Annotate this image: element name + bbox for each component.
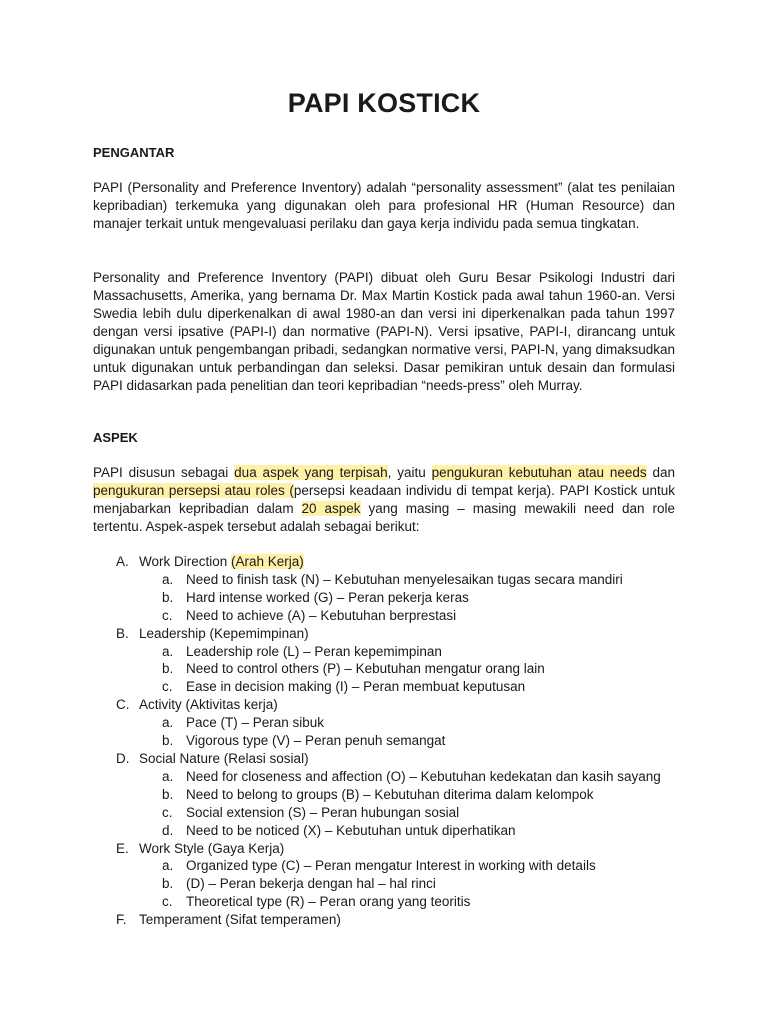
list-subitem-text: Need to be noticed (X) – Kebutuhan untuk diperhatikan — [186, 822, 516, 838]
list-item-aspect — [93, 911, 713, 929]
list-item-aspect — [93, 696, 713, 714]
list-item-aspect — [93, 750, 713, 768]
highlighted-text: (Arah Kerja) — [231, 554, 304, 569]
list-subitem-text: Need for closeness and affection (O) – Kebutuhan kedekatan dan kasih sayang — [186, 768, 661, 784]
section-heading-pengantar: PENGANTAR — [93, 145, 175, 160]
list-item-label: Temperament (Sifat temperamen) — [139, 912, 341, 928]
list-subitem-text: Organized type (C) – Peran mengatur Interest in working with details — [186, 858, 596, 874]
list-item-label: Leadership (Kepemimpinan) — [139, 625, 309, 641]
list-marker: c. — [162, 804, 173, 820]
list-marker: d. — [162, 822, 174, 838]
section-heading-aspek: ASPEK — [93, 430, 138, 445]
list-marker: a. — [162, 768, 174, 784]
list-subitem — [93, 786, 713, 804]
list-subitem-text: Theoretical type (R) – Peran orang yang teoritis — [186, 894, 471, 910]
list-subitem-text: Ease in decision making (I) – Peran membuat keputusan — [186, 679, 526, 695]
list-item-label: Social Nature (Relasi sosial) — [139, 750, 309, 766]
list-subitem — [93, 732, 713, 750]
list-subitem-text: Need to finish task (N) – Kebutuhan menyelesaikan tugas secara mandiri — [186, 571, 623, 587]
list-subitem — [93, 893, 713, 911]
list-marker: E. — [116, 840, 129, 856]
list-marker: c. — [162, 679, 173, 695]
list-item-aspect — [93, 553, 713, 571]
text-run: dan — [646, 465, 676, 480]
highlighted-text: pengukuran persepsi atau roles ( — [93, 483, 294, 498]
list-marker: C. — [116, 697, 130, 713]
list-subitem — [93, 589, 713, 607]
list-item-aspect — [93, 840, 713, 858]
aspect-list — [93, 553, 713, 929]
list-subitem — [93, 804, 713, 822]
list-subitem — [93, 768, 713, 786]
highlighted-text: pengukuran kebutuhan atau needs — [431, 465, 647, 480]
list-item-aspect — [93, 625, 713, 643]
list-marker: b. — [162, 733, 174, 749]
list-item-label: Work Style (Gaya Kerja) — [139, 840, 285, 856]
paragraph-pengantar-2: Personality and Preference Inventory (PAPI) dibuat oleh Guru Besar Psikologi Industri dari Massachusetts, Amerika, yang bernama Dr. Max Martin Kostick pada awal tahun 1960-an. Versi Swedia lebih dulu diperkenalkan di awal 1980-an dan versi ini diperkenalkan pada tahun 1997 dengan versi ipsative (PAPI-I) dan normative (PAPI-N). Versi ipsative, PAPI-I, dirancang untuk digunakan untuk pengembangan pribadi, sedangkan normative versi, PAPI-N, yang dimaksudkan untuk digunakan untuk perbandingan dan seleksi. Dasar pemikiran untuk desain dan formulasi PAPI didasarkan pada penelitian dan teori kepribadian “needs-press” oleh Murray. — [93, 270, 675, 393]
list-item-label: Work Direction — [139, 554, 232, 569]
list-subitem-text: Vigorous type (V) – Peran penuh semangat — [186, 733, 446, 749]
list-marker: a. — [162, 571, 174, 587]
list-subitem-text: Social extension (S) – Peran hubungan sosial — [186, 804, 460, 820]
text-run: PAPI disusun sebagai — [93, 465, 235, 480]
highlighted-text: 20 aspek — [301, 501, 361, 516]
list-marker: b. — [162, 661, 174, 677]
list-subitem — [93, 571, 713, 589]
list-subitem — [93, 607, 713, 625]
paragraph-aspek — [93, 464, 675, 536]
document-title: PAPI KOSTICK — [287, 88, 481, 118]
highlighted-text: dua aspek yang terpisah — [234, 465, 388, 480]
list-subitem-text: Need to belong to groups (B) – Kebutuhan diterima dalam kelompok — [186, 786, 594, 802]
paragraph-pengantar-1: PAPI (Personality and Preference Inventory) adalah “personality assessment” (alat tes penilaian kepribadian) terkemuka yang digunakan oleh para profesional HR (Human Resource) dan manajer terkait untuk mengevaluasi perilaku dan gaya kerja individu pada semua tingkatan. — [93, 180, 675, 231]
list-marker: a. — [162, 643, 174, 659]
list-marker: a. — [162, 715, 174, 731]
list-subitem-text: Need to achieve (A) – Kebutuhan berprestasi — [186, 607, 457, 623]
list-marker: c. — [162, 607, 173, 623]
list-subitem-text: Pace (T) – Peran sibuk — [186, 715, 325, 731]
list-marker: b. — [162, 786, 174, 802]
text-run: , yaitu — [387, 465, 432, 480]
list-item-label: Activity (Aktivitas kerja) — [139, 697, 278, 713]
list-subitem-text: (D) – Peran bekerja dengan hal – hal rinci — [186, 876, 436, 892]
list-marker: B. — [116, 625, 129, 641]
list-subitem — [93, 857, 713, 875]
list-subitem-text: Leadership role (L) – Peran kepemimpinan — [186, 643, 442, 659]
text-run: persepsi keadaan individu di tempat kerja). PAPI Kostick untuk menjabarkan kepribadian dalam — [93, 483, 676, 516]
text-run: yang masing – masing mewakili need dan role tertentu. Aspek-aspek tersebut adalah sebagai berikut: — [93, 501, 675, 534]
list-marker: b. — [162, 589, 174, 605]
list-subitem — [93, 643, 713, 661]
list-subitem — [93, 875, 713, 893]
list-subitem — [93, 660, 713, 678]
list-subitem-text: Hard intense worked (G) – Peran pekerja keras — [186, 589, 469, 605]
list-marker: b. — [162, 876, 174, 892]
list-marker: a. — [162, 858, 174, 874]
list-subitem — [93, 714, 713, 732]
list-marker: c. — [162, 894, 173, 910]
list-subitem — [93, 822, 713, 840]
list-marker: D. — [116, 750, 130, 766]
list-marker: F. — [116, 912, 127, 928]
list-marker: A. — [116, 554, 129, 569]
list-subitem-text: Need to control others (P) – Kebutuhan mengatur orang lain — [186, 661, 545, 677]
list-subitem — [93, 678, 713, 696]
